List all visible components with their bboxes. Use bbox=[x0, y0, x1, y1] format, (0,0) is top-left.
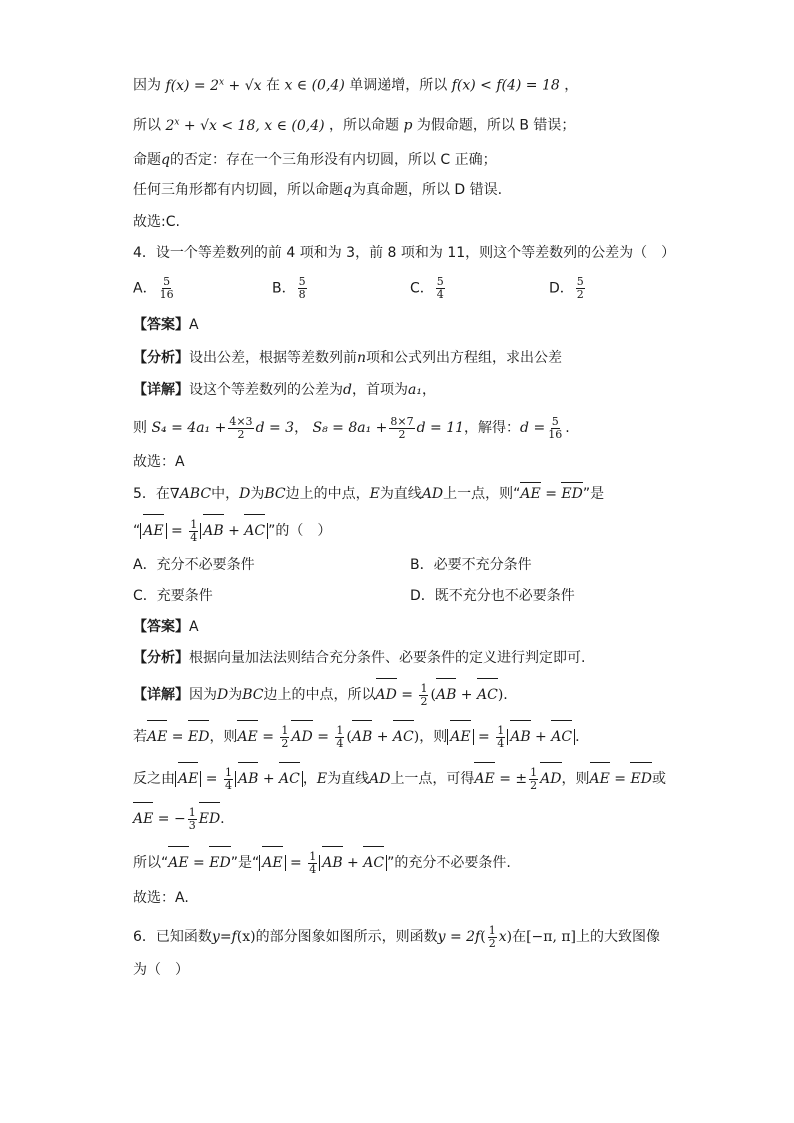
fraction: $\frac{5}{16}$ bbox=[159, 275, 174, 301]
text: 设这个等差数列的公差为 bbox=[189, 382, 343, 398]
fraction: $\frac{1}{2}$ bbox=[530, 765, 538, 792]
q5-option-a: A．充分不必要条件 bbox=[133, 557, 255, 573]
text: 则 bbox=[133, 420, 147, 436]
text: ”的（ ） bbox=[268, 523, 332, 539]
text: 上一点，可得 bbox=[390, 771, 475, 787]
text: ，首项为 bbox=[351, 382, 408, 398]
question-5-stem bbox=[133, 484, 604, 504]
answer-tag: 【答案】 bbox=[133, 317, 189, 333]
text: 若 bbox=[133, 729, 147, 745]
text: 中， bbox=[211, 486, 240, 502]
math-s8: S₈ = 8a₁ + bbox=[312, 420, 388, 436]
text: 单调递增，所以 bbox=[349, 77, 448, 94]
text: 反之由 bbox=[133, 771, 175, 787]
text: ”是“ bbox=[230, 855, 260, 871]
question-6-stem: 6．已知函数y=f(x)的部分图象如图所示，则函数y = 2f( $\frac{1}{2}$ x)在[−π, π]上的大致图像 bbox=[133, 923, 661, 950]
math-x1: (x) bbox=[236, 929, 256, 945]
fraction: $\frac{1}{2}$ bbox=[488, 923, 496, 950]
text: 所以 bbox=[133, 117, 161, 134]
text: ，则 bbox=[209, 729, 238, 745]
text: ”是 bbox=[582, 486, 605, 502]
text: ，所以命题 bbox=[329, 117, 400, 134]
q5-answer bbox=[133, 617, 199, 637]
fraction: $\frac{1}{2}$ bbox=[420, 681, 428, 708]
math-D: D bbox=[239, 486, 251, 502]
q5-option-c: C．充要条件 bbox=[133, 588, 213, 604]
q5-choose: 故选：A. bbox=[133, 890, 189, 906]
fraction: $\frac{8\times 7}{2}$ bbox=[390, 414, 414, 441]
question-5-condition: “ AE = $\frac{1}{4}$ AB + AC ”的（ ） bbox=[133, 516, 331, 546]
abs-AB-AC: AB + AC bbox=[200, 523, 268, 539]
solution-line-3 bbox=[133, 150, 497, 170]
fraction: $\frac{5}{16}$ bbox=[548, 414, 563, 441]
text: 为直线 bbox=[379, 486, 422, 502]
option-label: D． bbox=[549, 280, 574, 297]
math-s4: S₄ = 4a₁ + bbox=[151, 420, 227, 436]
math-d: d = bbox=[520, 420, 546, 436]
math-E: E bbox=[369, 486, 380, 502]
math-AD: AD bbox=[421, 486, 444, 502]
text: ， bbox=[564, 77, 579, 94]
math-q: q bbox=[343, 182, 352, 198]
answer-value: A bbox=[189, 619, 199, 635]
math-fx: $f(x) = 2^x + √x$ bbox=[165, 77, 262, 94]
math-p: p bbox=[403, 117, 413, 134]
answer-tag: 【答案】 bbox=[133, 619, 189, 635]
q5-detail-1: 【详解】因为D为BC边上的中点，所以AD = $\frac{1}{2}$ (AB + AC). bbox=[133, 680, 508, 710]
q5-option-b: B．必要不充分条件 bbox=[410, 557, 532, 573]
text: 项和公式列出方程组，求出公差 bbox=[366, 350, 563, 366]
text: ， bbox=[421, 382, 436, 398]
text: 为假命题，所以 B 错误； bbox=[416, 117, 576, 134]
math-eq: d = 11 bbox=[416, 420, 465, 436]
math-a1: a₁ bbox=[407, 382, 422, 398]
text: 5．在 bbox=[133, 486, 170, 502]
question-6-stem-cont: 为（ ） bbox=[133, 962, 189, 978]
text: 为直线 bbox=[327, 771, 370, 787]
fraction: $\frac{1}{2}$ bbox=[281, 723, 289, 750]
text: 在 bbox=[265, 77, 280, 94]
fraction: $\frac{1}{3}$ bbox=[188, 805, 196, 832]
analysis-tag: 【分析】 bbox=[133, 350, 189, 366]
text: 为 bbox=[228, 687, 243, 703]
text: 边上的中点，所以 bbox=[263, 687, 376, 703]
solution-line-2 bbox=[133, 112, 575, 136]
q4-option-d bbox=[549, 276, 587, 301]
text: 上一点，则“ bbox=[443, 486, 521, 502]
text: 因为 bbox=[189, 687, 217, 703]
q4-option-b bbox=[272, 276, 309, 301]
text: 为真命题，所以 D 错误. bbox=[351, 182, 503, 198]
math-n: n bbox=[357, 350, 367, 366]
text: 为 bbox=[250, 486, 265, 502]
text: ，则 bbox=[561, 771, 590, 787]
fraction: $\frac{5}{8}$ bbox=[298, 275, 306, 301]
option-label: A． bbox=[133, 280, 157, 297]
q4-analysis bbox=[133, 348, 562, 368]
text: 根据向量加法法则结合充分条件、必要条件的定义进行判定即可. bbox=[189, 650, 586, 666]
text: ，解得： bbox=[464, 420, 521, 436]
q5-detail-4: AE = − $\frac{1}{3}$ ED. bbox=[133, 804, 225, 834]
math-y1: y=f bbox=[211, 929, 237, 945]
fraction: $\frac{4\times 3}{2}$ bbox=[229, 414, 253, 441]
vector-ED: ED bbox=[561, 486, 583, 502]
abs-AE: AE bbox=[140, 523, 166, 539]
math-triangle: ∇ABC bbox=[169, 486, 212, 502]
math-BC: BC bbox=[242, 687, 264, 703]
choice-line: 故选:C. bbox=[133, 214, 180, 230]
text: 任何三角形都有内切圆，所以命题 bbox=[133, 182, 343, 198]
text: 因为 bbox=[133, 77, 161, 94]
detail-tag: 【详解】 bbox=[133, 687, 189, 703]
text: 命题 bbox=[133, 152, 161, 168]
q5-option-d: D．既不充分也不必要条件 bbox=[410, 588, 575, 604]
fraction: $\frac{1}{4}$ bbox=[497, 723, 505, 750]
fraction: $\frac{1}{4}$ bbox=[309, 849, 317, 876]
text: . bbox=[565, 420, 570, 436]
analysis-tag: 【分析】 bbox=[133, 650, 189, 666]
math-domain: x ∈ (0,4) bbox=[284, 77, 345, 94]
answer-value: A bbox=[189, 317, 199, 333]
text: 所以“ bbox=[133, 855, 169, 871]
math-D: D bbox=[217, 687, 229, 703]
math-eq: = bbox=[540, 486, 562, 502]
math-inequality: f(x) < f(4) = 18 bbox=[451, 77, 560, 94]
math-y2: y = 2f bbox=[437, 929, 481, 945]
text: ，则 bbox=[419, 729, 448, 745]
text: “ bbox=[133, 523, 141, 539]
q5-analysis bbox=[133, 648, 585, 668]
math-expr: $2^x + √x < 18$, x ∈ (0,4) bbox=[165, 117, 325, 134]
q4-equations bbox=[133, 413, 570, 443]
text: 6．已知函数 bbox=[133, 929, 212, 945]
text: 边上的中点， bbox=[285, 486, 370, 502]
fraction: $\frac{5}{2}$ bbox=[576, 275, 584, 301]
text: 上的大致图像 bbox=[576, 929, 661, 945]
q4-answer bbox=[133, 315, 199, 335]
detail-tag: 【详解】 bbox=[133, 382, 189, 398]
text: ， bbox=[294, 420, 309, 436]
vector-AD: AD bbox=[376, 680, 397, 710]
text: 在 bbox=[512, 929, 527, 945]
q4-option-a bbox=[133, 276, 177, 301]
math-BC: BC bbox=[264, 486, 286, 502]
solution-line-1 bbox=[133, 72, 578, 96]
text: 的部分图象如图所示，则函数 bbox=[255, 929, 438, 945]
q5-detail-2: 若AE = ED，则AE = $\frac{1}{2}$ AD = $\frac{1}{4}$ (AB + AC)，则 AE = $\frac{1}{4}$ AB + AC . bbox=[133, 722, 580, 752]
q4-option-c bbox=[410, 276, 447, 301]
math-range: [−π, π] bbox=[526, 929, 577, 945]
q4-choose: 故选：A bbox=[133, 454, 185, 470]
text: 的否定：存在一个三角形没有内切圆，所以 C 正确； bbox=[169, 152, 497, 168]
vector-AE: AE bbox=[520, 486, 541, 502]
math-d: d bbox=[343, 382, 352, 398]
text: ， bbox=[302, 771, 317, 787]
math-eq: d = 3 bbox=[255, 420, 295, 436]
q4-detail bbox=[133, 380, 436, 400]
text: 或 bbox=[651, 771, 666, 787]
text: ”的充分不必要条件. bbox=[387, 855, 511, 871]
solution-line-4 bbox=[133, 180, 502, 200]
fraction: $\frac{1}{4}$ bbox=[336, 723, 344, 750]
math-q: q bbox=[161, 152, 170, 168]
fraction: $\frac{1}{4}$ bbox=[224, 765, 232, 792]
fraction: $\frac{1}{4}$ bbox=[190, 517, 198, 544]
q5-detail-5: 所以“AE = ED”是“ AE = $\frac{1}{4}$ AB + AC ”的充分不必要条件. bbox=[133, 848, 511, 878]
text: 设出公差，根据等差数列前 bbox=[189, 350, 357, 366]
option-label: B． bbox=[272, 280, 296, 297]
fraction: $\frac{5}{4}$ bbox=[436, 275, 444, 301]
question-4-stem: 4．设一个等差数列的前 4 项和为 3，前 8 项和为 11，则这个等差数列的公差为（ ） bbox=[133, 245, 676, 261]
option-label: C． bbox=[410, 280, 434, 297]
q5-detail-3: 反之由 AE = $\frac{1}{4}$ AB + AC ，E为直线AD上一点，可得AE = ± $\frac{1}{2}$ AD，则AE = ED或 bbox=[133, 764, 666, 794]
